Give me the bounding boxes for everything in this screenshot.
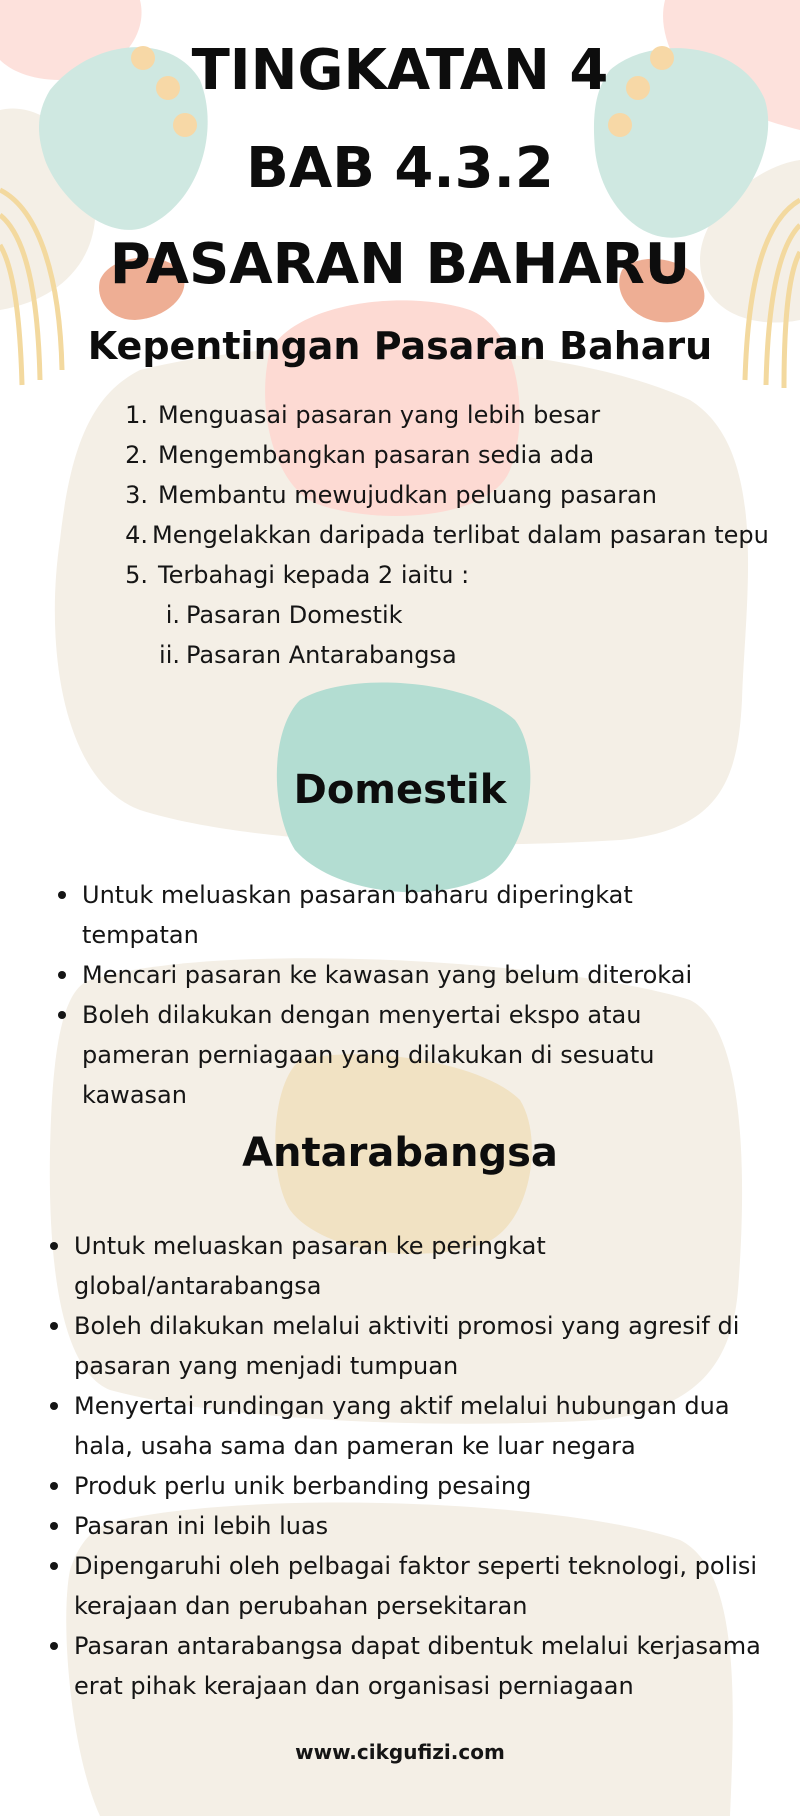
list-item: Untuk meluaskan pasaran ke peringkat global/antarabangsa bbox=[50, 1226, 785, 1306]
item-text: Pasaran Domestik bbox=[186, 601, 403, 629]
sub-list-item bbox=[150, 635, 798, 675]
item-text: Mengelakkan daripada terlibat dalam pasaran tepu bbox=[152, 521, 769, 549]
list-item: Menyertai rundingan yang aktif melalui hubungan dua hala, usaha sama dan pameran ke luar negara bbox=[50, 1386, 785, 1466]
title-line-3: PASARAN BAHARU bbox=[109, 232, 691, 297]
list-item: Untuk meluaskan pasaran baharu diperingkat tempatan bbox=[58, 875, 738, 955]
list-item: Boleh dilakukan melalui aktiviti promosi yang agresif di pasaran yang menjadi tumpuan bbox=[50, 1306, 785, 1386]
item-number: 2. bbox=[125, 441, 148, 469]
item-number: 4. bbox=[125, 521, 148, 549]
importance-heading: Kepentingan Pasaran Baharu bbox=[87, 324, 713, 368]
list-item bbox=[118, 435, 798, 475]
domestic-heading: Domestik bbox=[293, 767, 507, 813]
item-text: Menguasai pasaran yang lebih besar bbox=[158, 401, 601, 429]
domestic-list bbox=[58, 875, 738, 1115]
dot-right-3 bbox=[608, 113, 632, 137]
international-heading: Antarabangsa bbox=[242, 1130, 558, 1176]
item-text: Membantu mewujudkan peluang pasaran bbox=[158, 481, 657, 509]
list-item bbox=[118, 475, 798, 515]
item-text: Pasaran Antarabangsa bbox=[186, 641, 457, 669]
title-line-1: TINGKATAN 4 bbox=[191, 38, 609, 103]
list-item: Pasaran ini lebih luas bbox=[50, 1506, 785, 1546]
item-text: Mengembangkan pasaran sedia ada bbox=[158, 441, 595, 469]
item-number: 1. bbox=[125, 401, 148, 429]
list-item: Produk perlu unik berbanding pesaing bbox=[50, 1466, 785, 1506]
item-text: Terbahagi kepada 2 iaitu : bbox=[158, 561, 470, 589]
list-item: Boleh dilakukan dengan menyertai ekspo atau pameran perniagaan yang dilakukan di sesuatu kawasan bbox=[58, 995, 738, 1115]
sub-list bbox=[118, 595, 798, 675]
sub-list-container bbox=[118, 595, 798, 675]
list-item: Pasaran antarabangsa dapat dibentuk melalui kerjasama erat pihak kerajaan dan organisasi perniagaan bbox=[50, 1626, 785, 1706]
importance-list bbox=[118, 395, 798, 675]
item-number: 3. bbox=[125, 481, 148, 509]
list-item bbox=[118, 515, 798, 555]
list-item bbox=[118, 395, 798, 435]
item-number: i. bbox=[165, 601, 180, 629]
title-line-2: BAB 4.3.2 bbox=[246, 136, 554, 201]
list-item: Mencari pasaran ke kawasan yang belum diterokai bbox=[58, 955, 738, 995]
item-number: ii. bbox=[159, 641, 180, 669]
dot-left-3 bbox=[173, 113, 197, 137]
list-item: Dipengaruhi oleh pelbagai faktor seperti teknologi, polisi kerajaan dan perubahan persekitaran bbox=[50, 1546, 785, 1626]
sub-list-item bbox=[150, 595, 798, 635]
website-link[interactable]: www.cikgufizi.com bbox=[295, 1740, 505, 1764]
international-list bbox=[50, 1226, 785, 1706]
list-item bbox=[118, 555, 798, 595]
item-number: 5. bbox=[125, 561, 148, 589]
